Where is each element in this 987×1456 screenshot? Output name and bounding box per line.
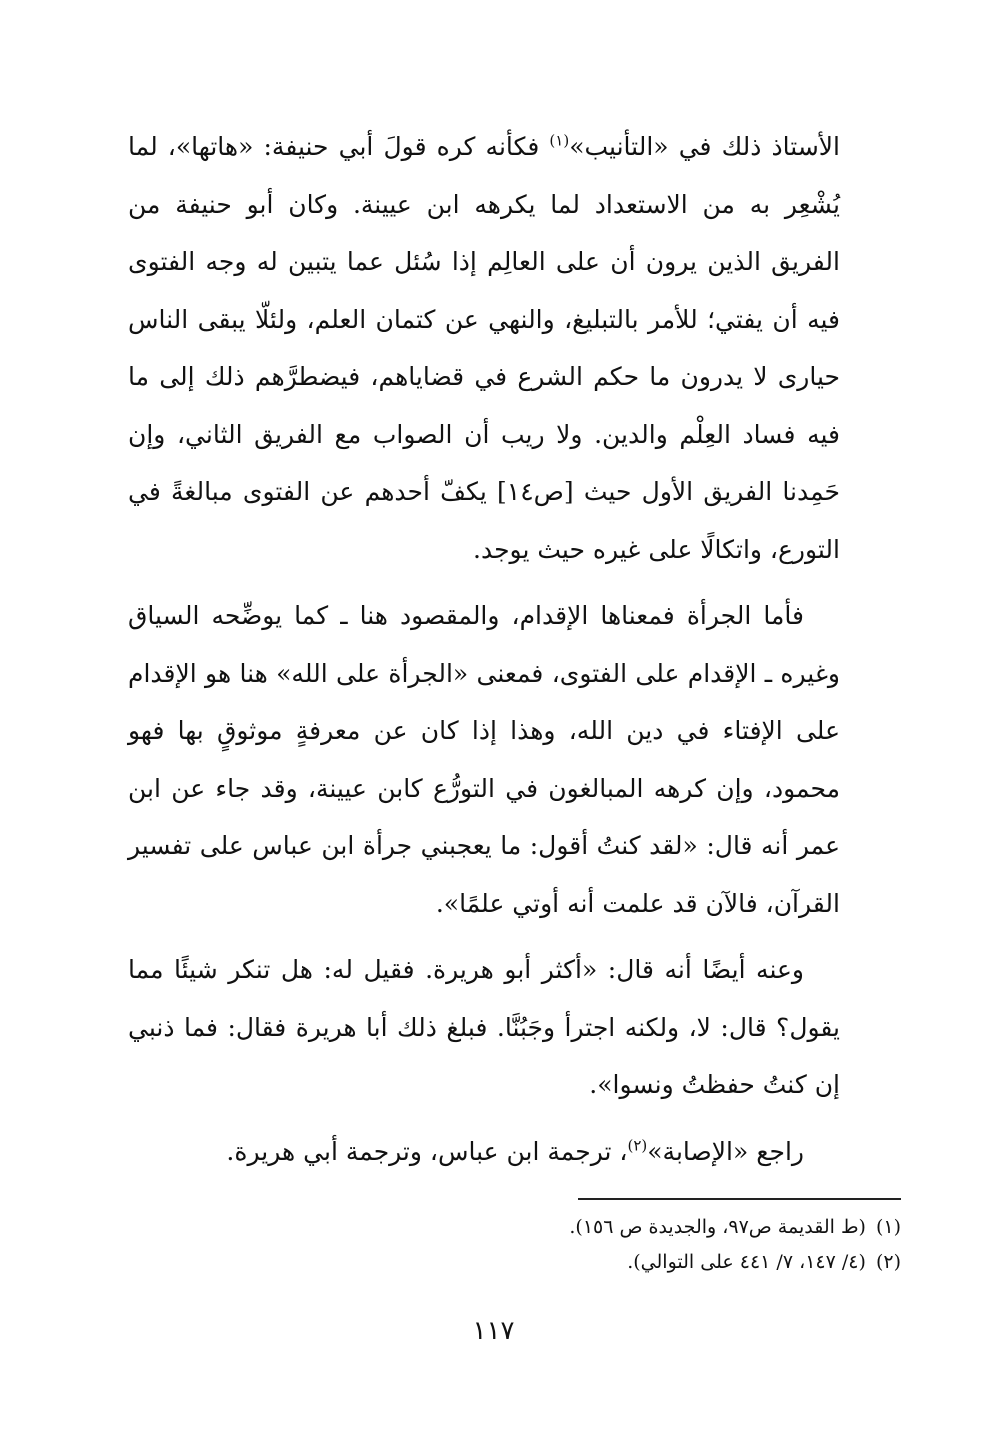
- paragraph-1: [128, 118, 840, 578]
- footnote-separator: [578, 1198, 901, 1200]
- footnote-1-text: (ط القديمة ص٩٧، والجديدة ص ١٥٦).: [569, 1216, 866, 1238]
- page-number: ١١٧: [472, 1316, 515, 1346]
- paragraph-4-text-a: راجع «الإصابة»: [647, 1136, 804, 1166]
- footnote-2: [128, 1245, 901, 1280]
- paragraph-4-text-b: ، ترجمة ابن عباس، وترجمة أبي هريرة.: [226, 1136, 628, 1166]
- paragraph-3: وعنه أيضًا أنه قال: «أكثر أبو هريرة. فقيل له: هل تنكر شيئًا مما يقول؟ قال: لا، ولكنه اجترأ وجَبُنَّا. فبلغ ذلك أبا هريرة فقال: فما ذنبي إن كنتُ حفظتُ ونسوا».: [128, 955, 840, 1099]
- footnote-2-number: (٢): [875, 1251, 901, 1273]
- paragraph-1-text-a: الأستاذ ذلك في «التأنيب»: [569, 132, 840, 161]
- footnote-2-text: (٤/ ١٤٧، ٧/ ٤٤١ على التوالي).: [627, 1251, 866, 1273]
- footnote-1: [128, 1210, 901, 1245]
- footnote-1-number: (١): [875, 1216, 901, 1238]
- page-body: [128, 118, 840, 1180]
- paragraph-1-text-b: فكأنه كره قولَ أبي حنيفة: «هاتها»، لما يُشْعِر به من الاستعداد لما يكرهه ابن عيينة. وكان أبو حنيفة من الفريق الذين يرون أن على العالِم إذا سُئل عما يتبين له وجه الفتوى فيه أن يفتي؛ للأمر بالتبليغ، والنهي عن كتمان العلم، ولئلّا يبقى الناس حيارى لا يدرون ما حكم الشرع في قضاياهم، فيضطرَّهم ذلك إلى ما فيه فساد العِلْم والدين. ولا ريب أن الصواب مع الفريق الثاني، وإن حَمِدنا الفريق الأول حيث [ص١٤] يكفّ أحدهم عن الفتوى مبالغةً في التورع، واتكالًا على غيره حيث يوجد.: [128, 132, 841, 564]
- footnote-ref-2[interactable]: (٢): [627, 1136, 648, 1155]
- footnotes: [128, 1210, 901, 1280]
- paragraph-4: [128, 1123, 840, 1181]
- paragraph-2: فأما الجرأة فمعناها الإقدام، والمقصود هنا ـ كما يوضِّحه السياق وغيره ـ الإقدام على الفتوى، فمعنى «الجرأة على الله» هنا هو الإقدام على الإفتاء في دين الله، وهذا إذا كان عن معرفةٍ موثوقٍ بها فهو محمود، وإن كرهه المبالغون في التورُّع كابن عيينة، وقد جاء عن ابن عمر أنه قال: «لقد كنتُ أقول: ما يعجبني جرأة ابن عباس على تفسير القرآن، فالآن قد علمت أنه أوتي علمًا».: [128, 601, 840, 918]
- footnote-ref-1[interactable]: (١): [549, 131, 570, 150]
